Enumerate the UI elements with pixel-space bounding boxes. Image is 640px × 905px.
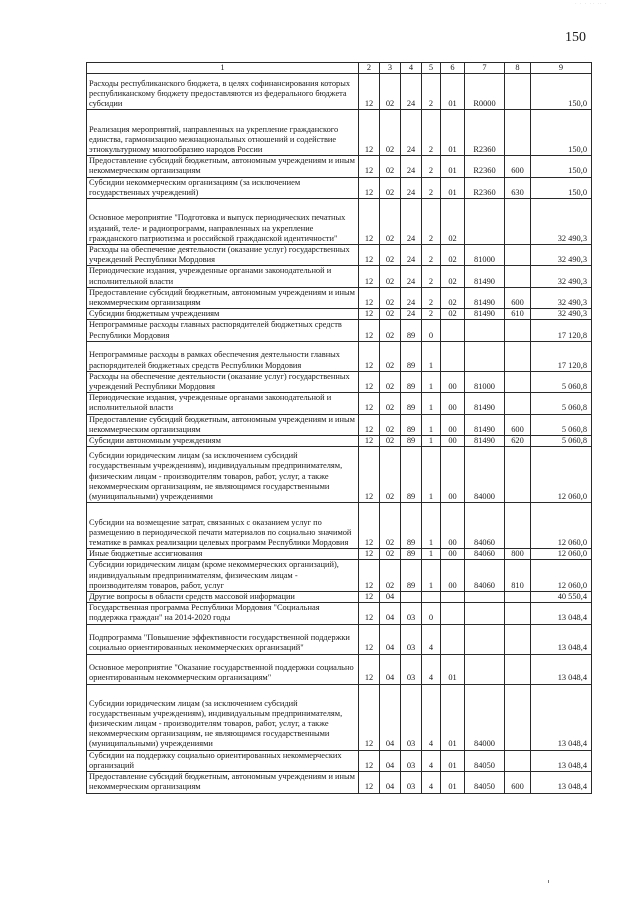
table-row bbox=[87, 560, 592, 592]
row-code-cell: 600 bbox=[505, 772, 531, 793]
row-code-cell: 4 bbox=[422, 772, 441, 793]
row-name-cell: Расходы на обеспечение деятельности (оказание услуг) государственных учреждений Республики Мордовия bbox=[87, 245, 359, 266]
row-code-cell: 02 bbox=[380, 199, 401, 245]
row-amount-cell: 5 060,8 bbox=[531, 393, 592, 414]
row-code-cell: 03 bbox=[401, 603, 422, 624]
row-code-cell bbox=[465, 199, 505, 245]
row-code-cell: 1 bbox=[422, 414, 441, 435]
row-code-cell: 01 bbox=[441, 750, 465, 771]
row-code-cell bbox=[505, 245, 531, 266]
row-code-cell bbox=[505, 74, 531, 110]
row-code-cell: 1 bbox=[422, 447, 441, 503]
header-cell-9: 9 bbox=[531, 63, 592, 74]
row-name-cell: Предоставление субсидий бюджетным, автономным учреждениям и иным некоммерческим организациям bbox=[87, 414, 359, 435]
row-amount-cell: 5 060,8 bbox=[531, 436, 592, 447]
row-amount-cell: 150,0 bbox=[531, 177, 592, 198]
row-name-cell: Субсидии юридическим лицам (за исключением субсидий государственным учреждениям), индивидуальным предпринимателям, физическим лицам - производителям товаров, работ, услуг, а также некоммерческим организациям, не являющимся государственными (муниципальными) учреждениями bbox=[87, 447, 359, 503]
row-amount-cell: 13 048,4 bbox=[531, 624, 592, 654]
table-row bbox=[87, 156, 592, 177]
row-code-cell: 1 bbox=[422, 436, 441, 447]
row-code-cell: 1 bbox=[422, 560, 441, 592]
row-code-cell: 89 bbox=[401, 436, 422, 447]
row-code-cell: 0 bbox=[422, 320, 441, 341]
table-row bbox=[87, 393, 592, 414]
row-code-cell: 84050 bbox=[465, 772, 505, 793]
row-code-cell: 02 bbox=[380, 110, 401, 156]
row-code-cell: 2 bbox=[422, 177, 441, 198]
row-code-cell: 02 bbox=[380, 371, 401, 392]
row-amount-cell: 32 490,3 bbox=[531, 309, 592, 320]
row-code-cell bbox=[505, 603, 531, 624]
row-code-cell bbox=[465, 654, 505, 684]
row-code-cell: 02 bbox=[441, 309, 465, 320]
row-code-cell: 02 bbox=[380, 266, 401, 287]
table-row bbox=[87, 110, 592, 156]
row-code-cell: 81490 bbox=[465, 414, 505, 435]
row-code-cell: 0 bbox=[422, 603, 441, 624]
row-code-cell: 84000 bbox=[465, 447, 505, 503]
row-code-cell: 02 bbox=[380, 320, 401, 341]
row-code-cell: 12 bbox=[359, 199, 380, 245]
table-row bbox=[87, 447, 592, 503]
row-code-cell: 02 bbox=[380, 341, 401, 371]
row-code-cell: 12 bbox=[359, 503, 380, 549]
row-code-cell: 81000 bbox=[465, 245, 505, 266]
row-code-cell: 00 bbox=[441, 393, 465, 414]
row-amount-cell: 17 120,8 bbox=[531, 341, 592, 371]
row-code-cell: 89 bbox=[401, 341, 422, 371]
row-name-cell: Реализация мероприятий, направленных на укрепление гражданского единства, гармонизацию межнациональных отношений и содействие этнокультурному многообразию народов России bbox=[87, 110, 359, 156]
table-row bbox=[87, 684, 592, 750]
row-name-cell: Субсидии юридическим лицам (кроме некоммерческих организаций), индивидуальным предпринимателям, физическим лицам - производителям товаров, работ, услуг bbox=[87, 560, 359, 592]
header-cell-6: 6 bbox=[441, 63, 465, 74]
row-code-cell: 00 bbox=[441, 371, 465, 392]
row-code-cell bbox=[505, 447, 531, 503]
row-amount-cell: 12 060,0 bbox=[531, 549, 592, 560]
row-code-cell: 84060 bbox=[465, 503, 505, 549]
row-code-cell: 12 bbox=[359, 772, 380, 793]
row-code-cell: 12 bbox=[359, 266, 380, 287]
row-amount-cell: 32 490,3 bbox=[531, 266, 592, 287]
row-code-cell: 89 bbox=[401, 371, 422, 392]
row-amount-cell: 32 490,3 bbox=[531, 245, 592, 266]
row-code-cell: 02 bbox=[441, 245, 465, 266]
row-code-cell: R2360 bbox=[465, 177, 505, 198]
row-code-cell: 81490 bbox=[465, 393, 505, 414]
row-code-cell: 03 bbox=[401, 654, 422, 684]
row-amount-cell: 12 060,0 bbox=[531, 503, 592, 549]
row-name-cell: Непрограммные расходы главных распорядителей бюджетных средств Республики Мордовия bbox=[87, 320, 359, 341]
row-code-cell: 12 bbox=[359, 245, 380, 266]
row-code-cell: 2 bbox=[422, 156, 441, 177]
row-name-cell: Иные бюджетные ассигнования bbox=[87, 549, 359, 560]
row-amount-cell: 13 048,4 bbox=[531, 603, 592, 624]
row-name-cell: Основное мероприятие "Подготовка и выпуск периодических печатных изданий, теле- и радиопрограмм, направленных на укрепление гражданского патриотизма и российской гражданской идентичности" bbox=[87, 199, 359, 245]
row-code-cell bbox=[505, 393, 531, 414]
row-code-cell: 04 bbox=[380, 654, 401, 684]
row-code-cell: 02 bbox=[380, 393, 401, 414]
row-code-cell bbox=[465, 624, 505, 654]
row-amount-cell: 32 490,3 bbox=[531, 287, 592, 308]
row-name-cell: Расходы республиканского бюджета, в целях софинансирования которых республиканскому бюджету предоставляются из федерального бюджета субсидии bbox=[87, 74, 359, 110]
row-amount-cell: 12 060,0 bbox=[531, 560, 592, 592]
row-code-cell: 04 bbox=[380, 772, 401, 793]
row-code-cell: 630 bbox=[505, 177, 531, 198]
row-code-cell: 01 bbox=[441, 74, 465, 110]
row-code-cell: 81000 bbox=[465, 371, 505, 392]
header-cell-3: 3 bbox=[380, 63, 401, 74]
row-code-cell: 84060 bbox=[465, 560, 505, 592]
row-code-cell: 2 bbox=[422, 309, 441, 320]
row-code-cell: 2 bbox=[422, 245, 441, 266]
row-code-cell: 00 bbox=[441, 549, 465, 560]
row-name-cell: Другие вопросы в области средств массовой информации bbox=[87, 592, 359, 603]
header-cell-2: 2 bbox=[359, 63, 380, 74]
row-amount-cell: 40 550,4 bbox=[531, 592, 592, 603]
row-code-cell: 02 bbox=[380, 245, 401, 266]
header-cell-1: 1 bbox=[87, 63, 359, 74]
row-name-cell: Подпрограмма "Повышение эффективности государственной поддержки социально ориентированных некоммерческих организаций" bbox=[87, 624, 359, 654]
row-code-cell: 81490 bbox=[465, 309, 505, 320]
row-code-cell bbox=[505, 371, 531, 392]
row-code-cell: 01 bbox=[441, 772, 465, 793]
row-code-cell: 84050 bbox=[465, 750, 505, 771]
row-code-cell: 03 bbox=[401, 624, 422, 654]
table-header-row bbox=[87, 63, 592, 74]
row-code-cell: 02 bbox=[380, 447, 401, 503]
row-amount-cell: 150,0 bbox=[531, 156, 592, 177]
row-code-cell: 1 bbox=[422, 503, 441, 549]
row-code-cell bbox=[505, 684, 531, 750]
row-code-cell: 600 bbox=[505, 287, 531, 308]
table-row bbox=[87, 750, 592, 771]
row-code-cell: 84000 bbox=[465, 684, 505, 750]
row-code-cell bbox=[505, 624, 531, 654]
table-row bbox=[87, 414, 592, 435]
row-amount-cell: 17 120,8 bbox=[531, 320, 592, 341]
row-code-cell: 12 bbox=[359, 287, 380, 308]
row-code-cell: 02 bbox=[441, 287, 465, 308]
row-amount-cell: 150,0 bbox=[531, 110, 592, 156]
row-code-cell: 89 bbox=[401, 560, 422, 592]
table-row bbox=[87, 266, 592, 287]
header-cell-4: 4 bbox=[401, 63, 422, 74]
row-code-cell: 12 bbox=[359, 654, 380, 684]
row-code-cell: 12 bbox=[359, 371, 380, 392]
row-amount-cell: 12 060,0 bbox=[531, 447, 592, 503]
row-code-cell: 4 bbox=[422, 684, 441, 750]
row-code-cell: 02 bbox=[380, 503, 401, 549]
table-row bbox=[87, 772, 592, 793]
row-code-cell: 12 bbox=[359, 436, 380, 447]
row-code-cell: 02 bbox=[380, 309, 401, 320]
row-code-cell bbox=[441, 320, 465, 341]
row-code-cell bbox=[465, 341, 505, 371]
row-code-cell bbox=[505, 199, 531, 245]
row-code-cell: 2 bbox=[422, 287, 441, 308]
row-code-cell: 01 bbox=[441, 654, 465, 684]
row-name-cell: Предоставление субсидий бюджетным, автономным учреждениям и иным некоммерческим организациям bbox=[87, 772, 359, 793]
row-code-cell: R2360 bbox=[465, 110, 505, 156]
row-code-cell: 810 bbox=[505, 560, 531, 592]
row-code-cell: 89 bbox=[401, 447, 422, 503]
row-code-cell: 89 bbox=[401, 393, 422, 414]
row-name-cell: Предоставление субсидий бюджетным, автономным учреждениям и иным некоммерческим организациям bbox=[87, 287, 359, 308]
header-cell-5: 5 bbox=[422, 63, 441, 74]
row-code-cell: 02 bbox=[380, 414, 401, 435]
row-code-cell: 02 bbox=[380, 177, 401, 198]
row-code-cell bbox=[505, 266, 531, 287]
row-code-cell: 02 bbox=[380, 287, 401, 308]
row-name-cell: Периодические издания, учрежденные органами законодательной и исполнительной власти bbox=[87, 266, 359, 287]
table-row bbox=[87, 287, 592, 308]
table-row bbox=[87, 74, 592, 110]
table-row bbox=[87, 371, 592, 392]
row-code-cell bbox=[422, 592, 441, 603]
row-code-cell: 24 bbox=[401, 245, 422, 266]
row-code-cell: 4 bbox=[422, 624, 441, 654]
row-code-cell: 610 bbox=[505, 309, 531, 320]
table-row bbox=[87, 177, 592, 198]
row-amount-cell: 150,0 bbox=[531, 74, 592, 110]
row-code-cell: 2 bbox=[422, 74, 441, 110]
row-code-cell bbox=[465, 592, 505, 603]
row-name-cell: Государственная программа Республики Мордовия "Социальная поддержка граждан" на 2014-2020 годы bbox=[87, 603, 359, 624]
row-code-cell: 24 bbox=[401, 287, 422, 308]
row-amount-cell: 13 048,4 bbox=[531, 654, 592, 684]
row-code-cell: 800 bbox=[505, 549, 531, 560]
row-code-cell: 00 bbox=[441, 560, 465, 592]
row-code-cell: 02 bbox=[380, 74, 401, 110]
row-amount-cell: 13 048,4 bbox=[531, 772, 592, 793]
scan-speck bbox=[548, 880, 549, 883]
row-code-cell: 89 bbox=[401, 503, 422, 549]
row-code-cell: 1 bbox=[422, 393, 441, 414]
row-code-cell: 03 bbox=[401, 772, 422, 793]
row-code-cell: 84060 bbox=[465, 549, 505, 560]
header-cell-8: 8 bbox=[505, 63, 531, 74]
row-code-cell bbox=[505, 750, 531, 771]
table-row bbox=[87, 309, 592, 320]
row-code-cell: 12 bbox=[359, 156, 380, 177]
row-code-cell: 01 bbox=[441, 177, 465, 198]
header-cell-7: 7 bbox=[465, 63, 505, 74]
table-body bbox=[87, 63, 592, 794]
row-code-cell: 24 bbox=[401, 309, 422, 320]
row-code-cell bbox=[401, 592, 422, 603]
row-code-cell: 12 bbox=[359, 177, 380, 198]
row-code-cell: 12 bbox=[359, 560, 380, 592]
row-code-cell: 12 bbox=[359, 750, 380, 771]
row-code-cell: 03 bbox=[401, 684, 422, 750]
row-name-cell: Расходы на обеспечение деятельности (оказание услуг) государственных учреждений Республики Мордовия bbox=[87, 371, 359, 392]
row-amount-cell: 5 060,8 bbox=[531, 414, 592, 435]
row-code-cell: 24 bbox=[401, 74, 422, 110]
table-row bbox=[87, 624, 592, 654]
row-code-cell: 02 bbox=[380, 549, 401, 560]
row-code-cell: 4 bbox=[422, 750, 441, 771]
row-code-cell: 01 bbox=[441, 156, 465, 177]
row-code-cell bbox=[441, 603, 465, 624]
row-code-cell: 04 bbox=[380, 750, 401, 771]
row-code-cell: 12 bbox=[359, 309, 380, 320]
row-name-cell: Непрограммные расходы в рамках обеспечения деятельности главных распорядителей бюджетных средств Республики Мордовия bbox=[87, 341, 359, 371]
table-row bbox=[87, 549, 592, 560]
row-code-cell bbox=[505, 341, 531, 371]
row-code-cell bbox=[441, 592, 465, 603]
row-code-cell: 24 bbox=[401, 110, 422, 156]
row-code-cell: 12 bbox=[359, 393, 380, 414]
row-code-cell: 00 bbox=[441, 436, 465, 447]
row-name-cell: Субсидии бюджетным учреждениям bbox=[87, 309, 359, 320]
row-name-cell: Субсидии юридическим лицам (за исключением субсидий государственным учреждениям), индивидуальным предпринимателям, физическим лицам - производителям товаров, работ, услуг, а также некоммерческим организациям, не являющимся государственными (муниципальными) учреждениями bbox=[87, 684, 359, 750]
row-code-cell: 02 bbox=[380, 156, 401, 177]
row-code-cell bbox=[441, 341, 465, 371]
row-code-cell: 2 bbox=[422, 199, 441, 245]
row-code-cell bbox=[441, 624, 465, 654]
row-code-cell: 81490 bbox=[465, 287, 505, 308]
row-code-cell: 12 bbox=[359, 603, 380, 624]
table-row bbox=[87, 503, 592, 549]
row-code-cell: 4 bbox=[422, 654, 441, 684]
row-code-cell: 04 bbox=[380, 603, 401, 624]
row-code-cell: 2 bbox=[422, 110, 441, 156]
row-code-cell: 12 bbox=[359, 74, 380, 110]
row-name-cell: Основное мероприятие "Оказание государственной поддержки социально ориентированным некоммерческим организациям" bbox=[87, 654, 359, 684]
table-row bbox=[87, 199, 592, 245]
row-code-cell: 04 bbox=[380, 684, 401, 750]
row-code-cell: 12 bbox=[359, 341, 380, 371]
row-name-cell: Субсидии некоммерческим организациям (за исключением государственных учреждений) bbox=[87, 177, 359, 198]
row-code-cell: 12 bbox=[359, 684, 380, 750]
row-amount-cell: 13 048,4 bbox=[531, 684, 592, 750]
table-row bbox=[87, 341, 592, 371]
row-code-cell: 1 bbox=[422, 549, 441, 560]
row-code-cell bbox=[505, 110, 531, 156]
row-code-cell bbox=[505, 592, 531, 603]
row-code-cell: 04 bbox=[380, 592, 401, 603]
budget-table bbox=[86, 62, 592, 794]
row-name-cell: Субсидии на поддержку социально ориентированных некоммерческих организаций bbox=[87, 750, 359, 771]
row-amount-cell: 5 060,8 bbox=[531, 371, 592, 392]
row-code-cell: 02 bbox=[380, 436, 401, 447]
row-code-cell: 24 bbox=[401, 156, 422, 177]
row-code-cell: R2360 bbox=[465, 156, 505, 177]
row-name-cell: Субсидии автономным учреждениям bbox=[87, 436, 359, 447]
row-code-cell: 12 bbox=[359, 592, 380, 603]
row-code-cell bbox=[505, 320, 531, 341]
row-code-cell: 89 bbox=[401, 414, 422, 435]
row-code-cell: 01 bbox=[441, 110, 465, 156]
row-code-cell bbox=[505, 654, 531, 684]
page-number: 150 bbox=[565, 30, 586, 45]
row-code-cell: 24 bbox=[401, 199, 422, 245]
row-amount-cell: 32 490,3 bbox=[531, 199, 592, 245]
row-code-cell: 1 bbox=[422, 341, 441, 371]
table-row bbox=[87, 436, 592, 447]
corner-mark: · · · ·· ·· · bbox=[575, 2, 608, 7]
row-code-cell: 04 bbox=[380, 624, 401, 654]
row-code-cell bbox=[505, 503, 531, 549]
row-code-cell bbox=[465, 320, 505, 341]
row-amount-cell: 13 048,4 bbox=[531, 750, 592, 771]
row-code-cell: 02 bbox=[380, 560, 401, 592]
row-code-cell: 620 bbox=[505, 436, 531, 447]
row-code-cell: 00 bbox=[441, 414, 465, 435]
row-code-cell: 12 bbox=[359, 624, 380, 654]
row-code-cell bbox=[465, 603, 505, 624]
row-code-cell: 02 bbox=[441, 199, 465, 245]
row-code-cell: 81490 bbox=[465, 266, 505, 287]
row-code-cell: 600 bbox=[505, 156, 531, 177]
row-code-cell: 89 bbox=[401, 320, 422, 341]
table-row bbox=[87, 654, 592, 684]
row-code-cell: 12 bbox=[359, 549, 380, 560]
row-code-cell: R0000 bbox=[465, 74, 505, 110]
row-code-cell: 00 bbox=[441, 503, 465, 549]
row-code-cell: 12 bbox=[359, 320, 380, 341]
row-code-cell: 12 bbox=[359, 447, 380, 503]
row-code-cell: 12 bbox=[359, 414, 380, 435]
row-code-cell: 24 bbox=[401, 177, 422, 198]
row-code-cell: 03 bbox=[401, 750, 422, 771]
row-code-cell: 00 bbox=[441, 447, 465, 503]
row-code-cell: 12 bbox=[359, 110, 380, 156]
row-name-cell: Предоставление субсидий бюджетным, автономным учреждениям и иным некоммерческим организациям bbox=[87, 156, 359, 177]
table-row bbox=[87, 603, 592, 624]
row-name-cell: Субсидии на возмещение затрат, связанных с оказанием услуг по размещению в периодической печати материалов по социально значимой тематике в рамках реализации целевых программ Республики Мордовия bbox=[87, 503, 359, 549]
table-row bbox=[87, 592, 592, 603]
row-code-cell: 600 bbox=[505, 414, 531, 435]
table-row bbox=[87, 320, 592, 341]
row-code-cell: 01 bbox=[441, 684, 465, 750]
row-code-cell: 89 bbox=[401, 549, 422, 560]
row-code-cell: 2 bbox=[422, 266, 441, 287]
row-code-cell: 24 bbox=[401, 266, 422, 287]
row-name-cell: Периодические издания, учрежденные органами законодательной и исполнительной власти bbox=[87, 393, 359, 414]
row-code-cell: 02 bbox=[441, 266, 465, 287]
row-code-cell: 1 bbox=[422, 371, 441, 392]
table-row bbox=[87, 245, 592, 266]
row-code-cell: 81490 bbox=[465, 436, 505, 447]
